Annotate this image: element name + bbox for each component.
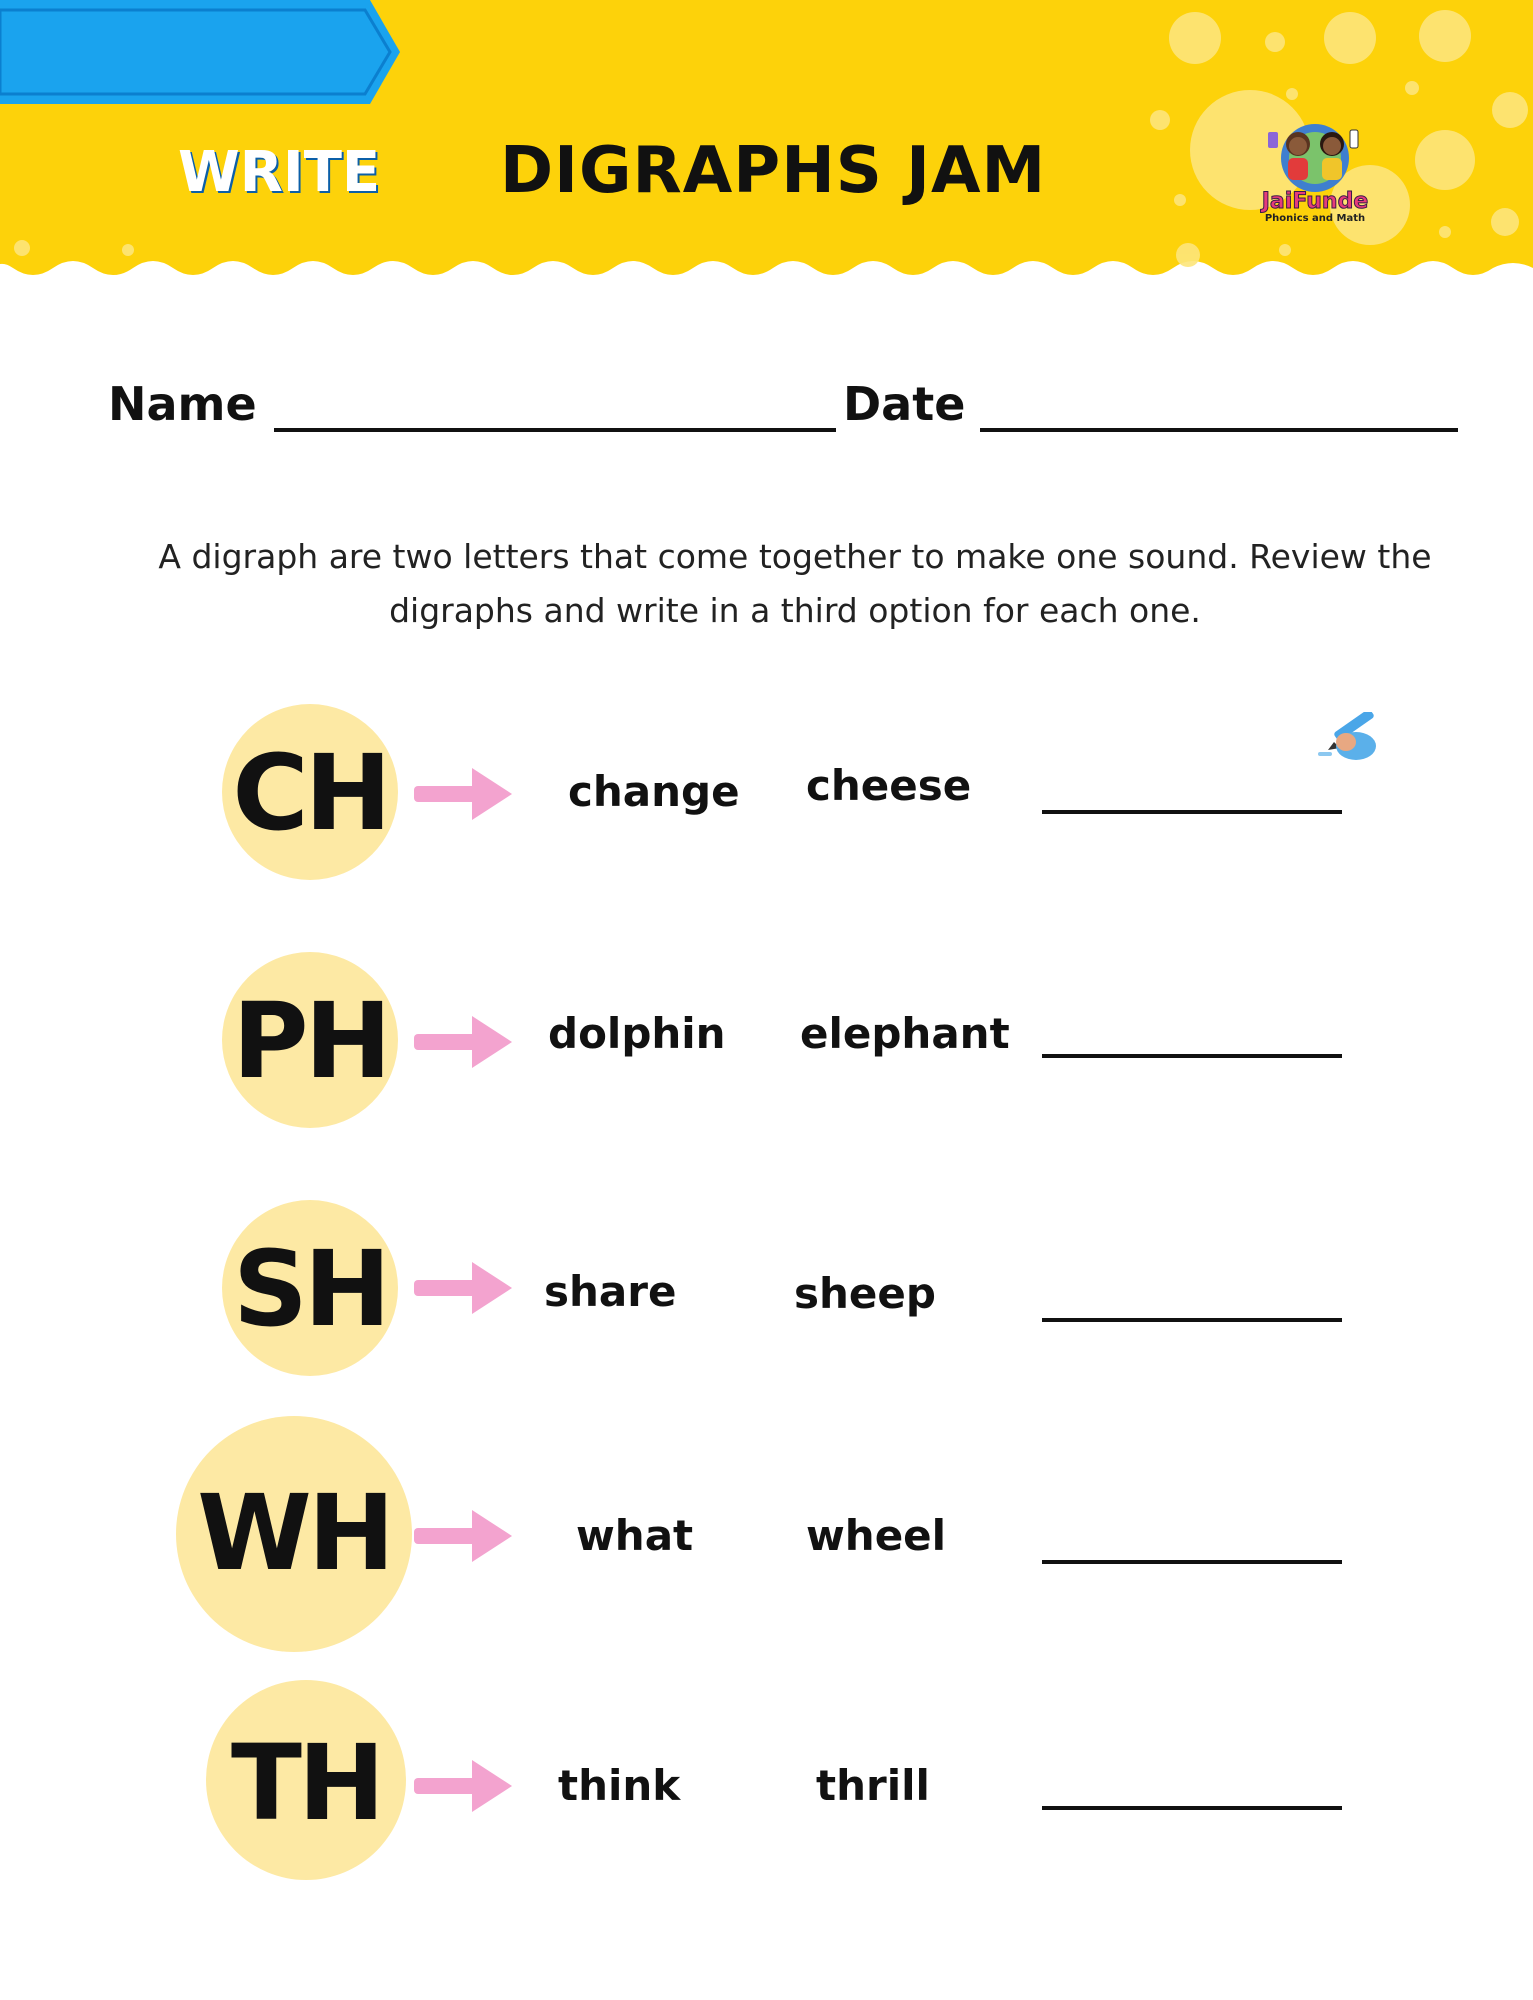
example-word-1: change	[568, 767, 740, 816]
instructions-text: A digraph are two letters that come together to make one sound. Review the digraphs and write in a third option for each one.	[158, 537, 1432, 630]
pink-arrow-icon	[414, 764, 514, 824]
digraph-letters: WH	[197, 1472, 391, 1594]
example-word-1: share	[544, 1267, 677, 1316]
date-label: Date	[843, 377, 966, 431]
digraph-letters: PH	[232, 980, 388, 1102]
example-word-2: elephant	[800, 1009, 1010, 1058]
example-word-2: thrill	[816, 1761, 930, 1810]
date-field[interactable]	[980, 428, 1458, 432]
answer-blank[interactable]	[1042, 810, 1342, 814]
example-word-2: sheep	[794, 1269, 936, 1318]
hand-writing-icon	[1310, 712, 1388, 772]
name-field[interactable]	[274, 428, 836, 432]
answer-blank[interactable]	[1042, 1054, 1342, 1058]
pink-arrow-icon	[414, 1506, 514, 1566]
digraph-letters: SH	[233, 1228, 387, 1350]
header-banner	[0, 0, 1533, 300]
logo-brand-text: JaiFunde	[1261, 189, 1369, 214]
answer-blank[interactable]	[1042, 1318, 1342, 1322]
example-word-2: wheel	[806, 1511, 947, 1560]
example-word-1: dolphin	[548, 1009, 726, 1058]
write-tag-shape	[0, 0, 400, 104]
write-tag-label: WRITE	[178, 140, 381, 205]
answer-blank[interactable]	[1042, 1806, 1342, 1810]
page-title: DIGRAPHS JAM	[500, 134, 1047, 208]
kids-logo-icon	[1240, 112, 1390, 192]
jaifunde-logo	[1240, 112, 1390, 232]
example-word-1: what	[576, 1511, 694, 1560]
logo-tagline: Phonics and Math	[1264, 213, 1366, 224]
example-word-2: cheese	[806, 761, 972, 810]
example-word-1: think	[558, 1761, 681, 1810]
digraph-letters: TH	[231, 1722, 381, 1844]
digraph-letters: CH	[232, 732, 388, 854]
pink-arrow-icon	[414, 1258, 514, 1318]
answer-blank[interactable]	[1042, 1560, 1342, 1564]
name-label: Name	[108, 377, 257, 431]
pink-arrow-icon	[414, 1012, 514, 1072]
pink-arrow-icon	[414, 1756, 514, 1816]
